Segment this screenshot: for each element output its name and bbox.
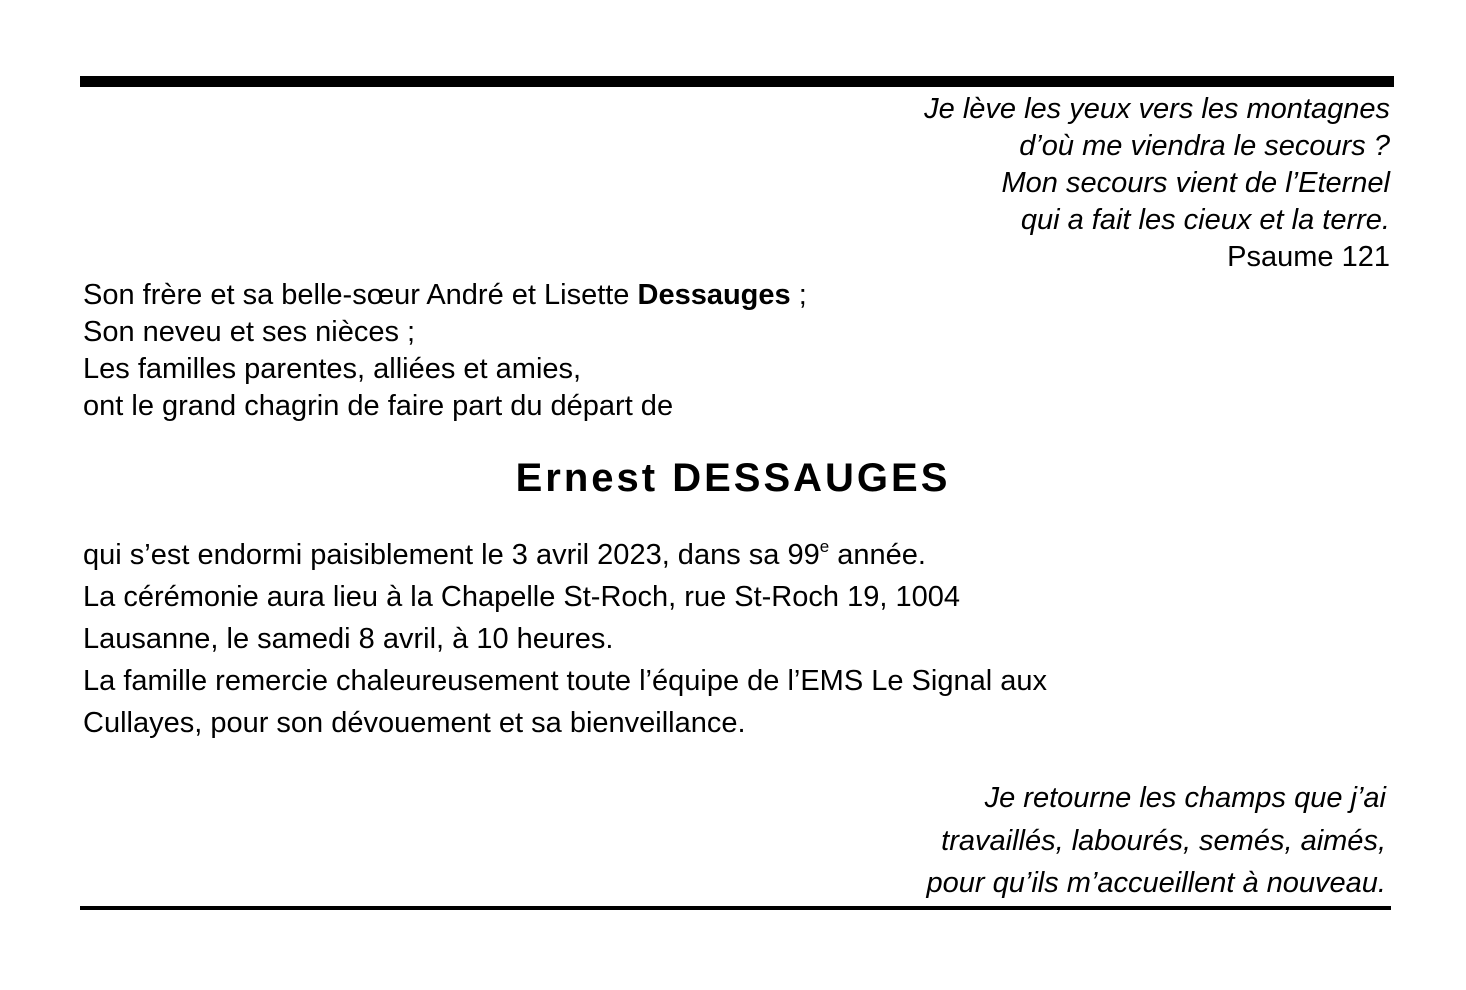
details-line-4: La famille remercie chaleureusement toute l’équipe de l’EMS Le Signal aux bbox=[83, 665, 1047, 697]
details-line-1 bbox=[83, 534, 1047, 576]
family-line-2: Son neveu et ses nièces ; bbox=[83, 316, 416, 348]
family-line-3: Les familles parentes, alliées et amies, bbox=[83, 353, 582, 385]
closing-line: Je retourne les champs que j’ai bbox=[984, 782, 1386, 814]
closing-line: pour qu’ils m’accueillent à nouveau. bbox=[926, 867, 1386, 899]
ordinal-superscript: e bbox=[819, 537, 830, 556]
family-line-4: ont le grand chagrin de faire part du départ de bbox=[83, 390, 674, 422]
family-announcement bbox=[83, 277, 807, 425]
closing-quote bbox=[927, 777, 1386, 905]
bottom-rule bbox=[80, 906, 1391, 910]
epigraph-reference: Psaume 121 bbox=[1227, 241, 1390, 273]
top-rule bbox=[80, 76, 1394, 87]
family-surname: Dessauges bbox=[637, 279, 791, 311]
ceremony-details bbox=[83, 534, 1047, 744]
epigraph-line: Je lève les yeux vers les montagnes bbox=[924, 93, 1390, 125]
details-line-3: Lausanne, le samedi 8 avril, à 10 heures. bbox=[83, 623, 614, 655]
details-line-2: La cérémonie aura lieu à la Chapelle St-Roch, rue St-Roch 19, 1004 bbox=[83, 581, 960, 613]
deceased-name: Ernest DESSAUGES bbox=[515, 456, 951, 500]
details-line-1-suffix: année. bbox=[837, 539, 926, 571]
family-line-1 bbox=[83, 277, 807, 314]
family-line-1-prefix: Son frère et sa belle-sœur André et Lisette bbox=[83, 279, 630, 311]
epigraph-quote bbox=[924, 91, 1390, 276]
details-line-5: Cullayes, pour son dévouement et sa bienveillance. bbox=[83, 707, 746, 739]
epigraph-line: d’où me viendra le secours ? bbox=[1019, 130, 1390, 162]
family-line-1-suffix: ; bbox=[798, 279, 807, 311]
details-line-1-prefix: qui s’est endormi paisiblement le 3 avril 2023, dans sa 99 bbox=[83, 539, 820, 571]
epigraph-line: qui a fait les cieux et la terre. bbox=[1020, 204, 1390, 236]
closing-line: travaillés, labourés, semés, aimés, bbox=[941, 824, 1386, 857]
epigraph-line: Mon secours vient de l’Eternel bbox=[1001, 167, 1390, 199]
